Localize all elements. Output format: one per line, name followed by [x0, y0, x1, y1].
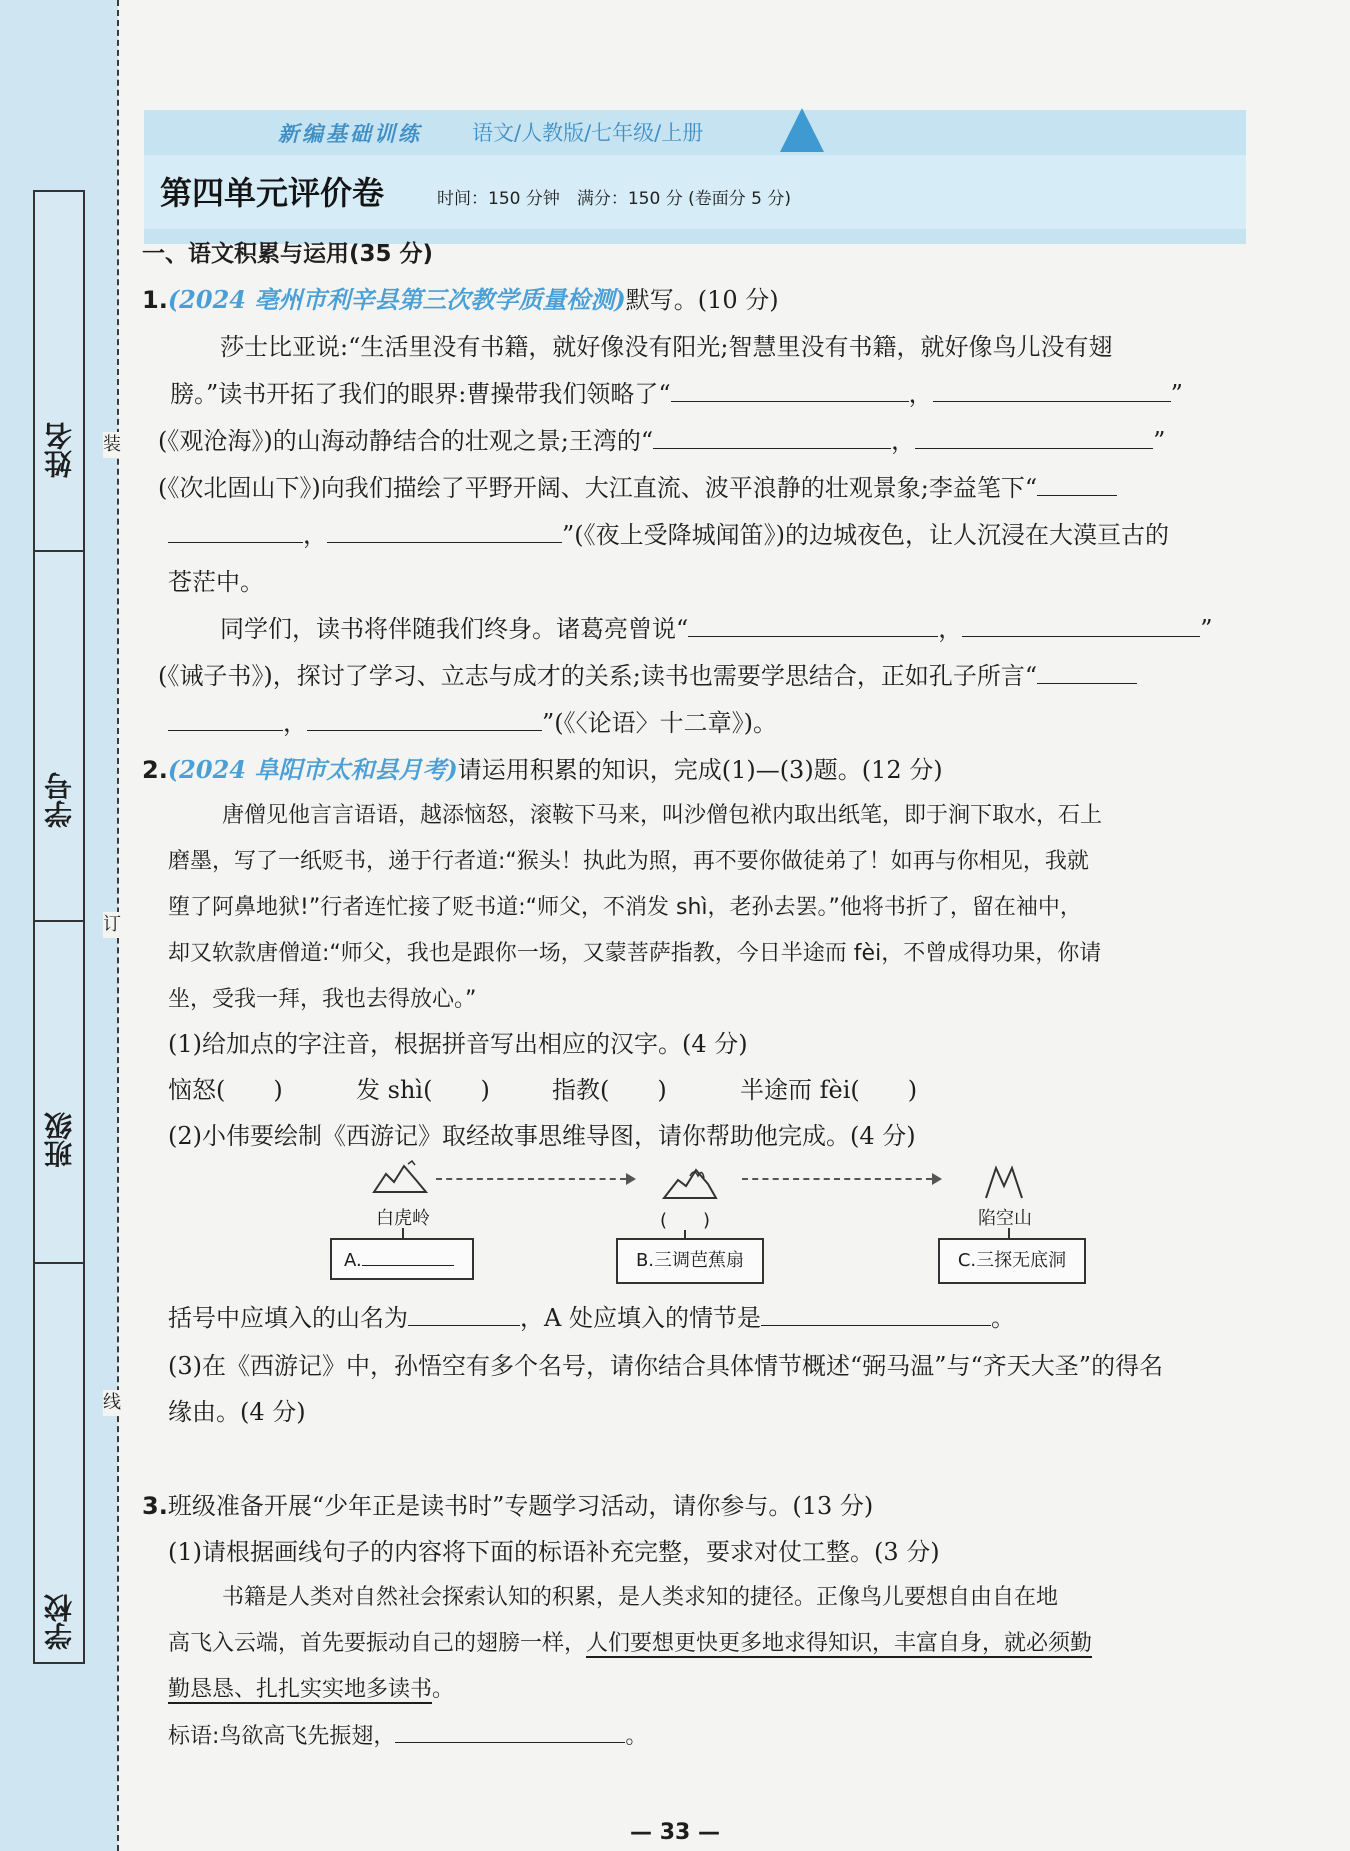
- binding-label-zhuang: 装: [103, 432, 121, 458]
- question-source: (2024 亳州市利辛县第三次教学质量检测): [167, 285, 626, 314]
- answer-blank[interactable]: [307, 708, 542, 731]
- mountain-icon-hollow: [982, 1164, 1026, 1204]
- answer-blank[interactable]: [688, 614, 938, 637]
- q1-line: 膀。”读书开拓了我们的眼界:曹操带我们领略了“ ， ”: [170, 380, 1183, 408]
- mindmap-location-3: 陷空山: [978, 1208, 1032, 1229]
- school-label: 学校: [43, 1594, 76, 1650]
- page-title: 第四单元评价卷: [160, 174, 385, 212]
- series-brand: 新编基础训练: [278, 121, 422, 146]
- student-number-field[interactable]: [35, 552, 83, 922]
- q1-line: ， ”(《夜上受降城闻笛》)的边城夜色，让人沉浸在大漠亘古的: [168, 519, 1169, 551]
- answer-blank[interactable]: [962, 614, 1200, 637]
- q1-line: (《观沧海》)的山海动静结合的壮观之景;王湾的“ ， ”: [158, 427, 1166, 455]
- mindmap-arrow-line: [742, 1178, 932, 1180]
- answer-blank[interactable]: [168, 708, 283, 731]
- q2-passage-line: 坐，受我一拜，我也去得放心。”: [168, 987, 477, 1012]
- mindmap-connector: [684, 1230, 686, 1238]
- mindmap-box-a[interactable]: [330, 1238, 474, 1280]
- class-label: 班级: [43, 1112, 76, 1168]
- question-1-header: [142, 284, 779, 316]
- question-number: 1.: [142, 286, 168, 314]
- section-heading: 一、语文积累与运用(35 分): [142, 241, 434, 267]
- question-task: 默写。(10 分): [625, 286, 779, 314]
- answer-blank[interactable]: [168, 520, 303, 543]
- slogan-answer-blank[interactable]: [395, 1720, 625, 1743]
- q3-passage-line: 书籍是人类对自然社会探索认知的积累，是人类求知的捷径。正像鸟儿要想自由自在地: [222, 1585, 1059, 1610]
- question-number: 2.: [142, 756, 168, 784]
- mindmap-arrow-line: [436, 1178, 626, 1180]
- q1-text: ”(《〈论语〉十二章》)。: [542, 709, 777, 737]
- edition-label: 语文/人教版/七年级/上册: [472, 121, 704, 145]
- header-triangle-decoration: [780, 108, 824, 152]
- q1-line: 莎士比亚说:“生活里没有书籍，就好像没有阳光;智慧里没有书籍，就好像鸟儿没有翅: [220, 333, 1113, 361]
- q2-passage-line: 唐僧见他言言语语，越添恼怒，滚鞍下马来，叫沙僧包袱内取出纸笔，即于涧下取水，石上: [222, 803, 1103, 828]
- name-label: 姓名: [43, 422, 76, 478]
- q1-text: 《次北固山下》)向我们描绘了平野开阔、大江直流、波平浪静的壮观景象;李益笔下“: [167, 474, 1038, 502]
- answer-blank[interactable]: [671, 379, 909, 402]
- q2-passage-line: 堕了阿鼻地狱!”行者连忙接了贬书道:“师父，不消发 shì，老孙去罢。”他将书折了，留在袖中，: [168, 895, 1082, 920]
- q1-text: 同学们，读书将伴随我们终身。诸葛亮曾说“: [220, 615, 689, 643]
- mindmap-location-2-blank[interactable]: ( ): [660, 1210, 711, 1231]
- q1-line: 同学们，读书将伴随我们终身。诸葛亮曾说“ ， ”: [220, 615, 1213, 643]
- page-number: — 33 —: [630, 1820, 720, 1845]
- q2-passage-line: 磨墨，写了一纸贬书，递于行者道:“猴头！执此为照，再不要你做徒弟了！如再与你相见，我就: [168, 849, 1089, 874]
- q2-text: ，A 处应填入的情节是: [520, 1304, 761, 1332]
- answer-blank[interactable]: [1037, 661, 1137, 684]
- q3-text: 。: [432, 1677, 455, 1702]
- q1-line: (《次北固山下》)向我们描绘了平野开阔、大江直流、波平浪静的壮观景象;李益笔下“: [158, 472, 1117, 504]
- q1-line: ， ”(《〈论语〉十二章》)。: [168, 707, 777, 739]
- name-field[interactable]: [35, 192, 83, 552]
- slogan-text: 。: [625, 1724, 648, 1749]
- q1-line: 苍茫中。: [168, 568, 264, 596]
- q2-part-1: (1)给加点的字注音，根据拼音写出相应的汉字。(4 分): [168, 1030, 748, 1058]
- exam-meta: 时间：150 分钟 满分：150 分 (卷面分 5 分): [437, 189, 791, 209]
- q1-text: 《诫子书》)，探讨了学习、立志与成才的关系;读书也需要学思结合，正如孔子所言“: [167, 662, 1038, 690]
- q1-text: 《观沧海》)的山海动静结合的壮观之景;王湾的“: [167, 427, 654, 455]
- student-info-box: [33, 190, 85, 1664]
- answer-blank[interactable]: [761, 1303, 991, 1326]
- q3-passage-line: [168, 1674, 454, 1706]
- underlined-sentence: 勤恳恳、扎扎实实地多读书: [168, 1677, 433, 1702]
- q3-slogan-line: [168, 1720, 647, 1753]
- answer-blank[interactable]: [408, 1303, 520, 1326]
- q1-text: 膀。”读书开拓了我们的眼界:曹操带我们领略了“: [170, 380, 671, 408]
- binding-label-xian: 线: [103, 1390, 121, 1416]
- pinyin-item-zhijiao[interactable]: 指教( ): [552, 1076, 667, 1104]
- school-field[interactable]: [35, 1264, 83, 1660]
- answer-blank[interactable]: [915, 426, 1153, 449]
- mountain-icon-white-tiger-ridge: [372, 1160, 428, 1200]
- answer-blank[interactable]: [653, 426, 891, 449]
- pinyin-item-shi[interactable]: 发 shì( ): [356, 1076, 490, 1104]
- question-task: 班级准备开展“少年正是读书时”专题学习活动，请你参与。(13 分): [167, 1492, 874, 1520]
- question-2-header: [142, 754, 943, 786]
- class-field[interactable]: [35, 922, 83, 1264]
- mindmap-connector: [402, 1228, 404, 1238]
- question-source: (2024 阜阳市太和县月考): [167, 755, 458, 784]
- mindmap-box-c: C.三探无底洞: [938, 1238, 1086, 1284]
- q2-text: 括号中应填入的山名为: [168, 1304, 408, 1332]
- q1-line: (《诫子书》)，探讨了学习、立志与成才的关系;读书也需要学思结合，正如孔子所言“: [158, 660, 1137, 692]
- question-number: 3.: [142, 1492, 168, 1520]
- question-3-header: [142, 1490, 873, 1522]
- mindmap-box-b: B.三调芭蕉扇: [616, 1238, 764, 1284]
- underlined-sentence: 人们要想更快更多地求得知识，丰富自身，就必须勤: [586, 1631, 1093, 1656]
- slogan-text: 标语:鸟欲高飞先振翅，: [168, 1724, 396, 1749]
- q2-text: 。: [990, 1304, 1015, 1332]
- mindmap-box-a-label: A.: [344, 1250, 362, 1271]
- q2-passage-line: 却又软款唐僧道:“师父，我也是跟你一场，又蒙菩萨指教，今日半途而 fèi，不曾成得功果，你请: [168, 941, 1102, 966]
- mindmap-connector: [1008, 1228, 1010, 1238]
- binding-label-ding: 订: [103, 912, 121, 938]
- q1-text: ”(《夜上受降城闻笛》)的边城夜色，让人沉浸在大漠亘古的: [562, 521, 1169, 549]
- mindmap-arrow-head: [626, 1173, 636, 1185]
- answer-blank[interactable]: [362, 1247, 454, 1266]
- mountain-icon-fire: [660, 1162, 720, 1206]
- question-task: 请运用积累的知识，完成(1)—(3)题。(12 分): [457, 756, 943, 784]
- pinyin-item-naonu[interactable]: 恼怒( ): [168, 1076, 283, 1104]
- answer-blank[interactable]: [933, 379, 1171, 402]
- mindmap-arrow-head: [932, 1173, 942, 1185]
- pinyin-item-fei[interactable]: 半途而 fèi( ): [740, 1076, 918, 1104]
- q3-part-1: (1)请根据画线句子的内容将下面的标语补充完整，要求对仗工整。(3 分): [168, 1538, 940, 1566]
- q3-passage-line: [168, 1628, 1092, 1660]
- q2-part-3: (3)在《西游记》中，孙悟空有多个名号，请你结合具体情节概述“弼马温”与“齐天大圣”的得名: [168, 1352, 1164, 1380]
- q2-part-2-answer: [168, 1302, 1015, 1334]
- q3-text: 高飞入云端，首先要振动自己的翅膀一样，: [168, 1631, 587, 1656]
- student-number-label: 学号: [43, 772, 76, 828]
- q2-part-2: (2)小伟要绘制《西游记》取经故事思维导图，请你帮助他完成。(4 分): [168, 1122, 916, 1150]
- mindmap-location-1: 白虎岭: [376, 1208, 430, 1229]
- answer-blank[interactable]: [327, 520, 562, 543]
- answer-blank[interactable]: [1037, 473, 1117, 496]
- q2-part-3-cont: 缘由。(4 分): [168, 1398, 306, 1426]
